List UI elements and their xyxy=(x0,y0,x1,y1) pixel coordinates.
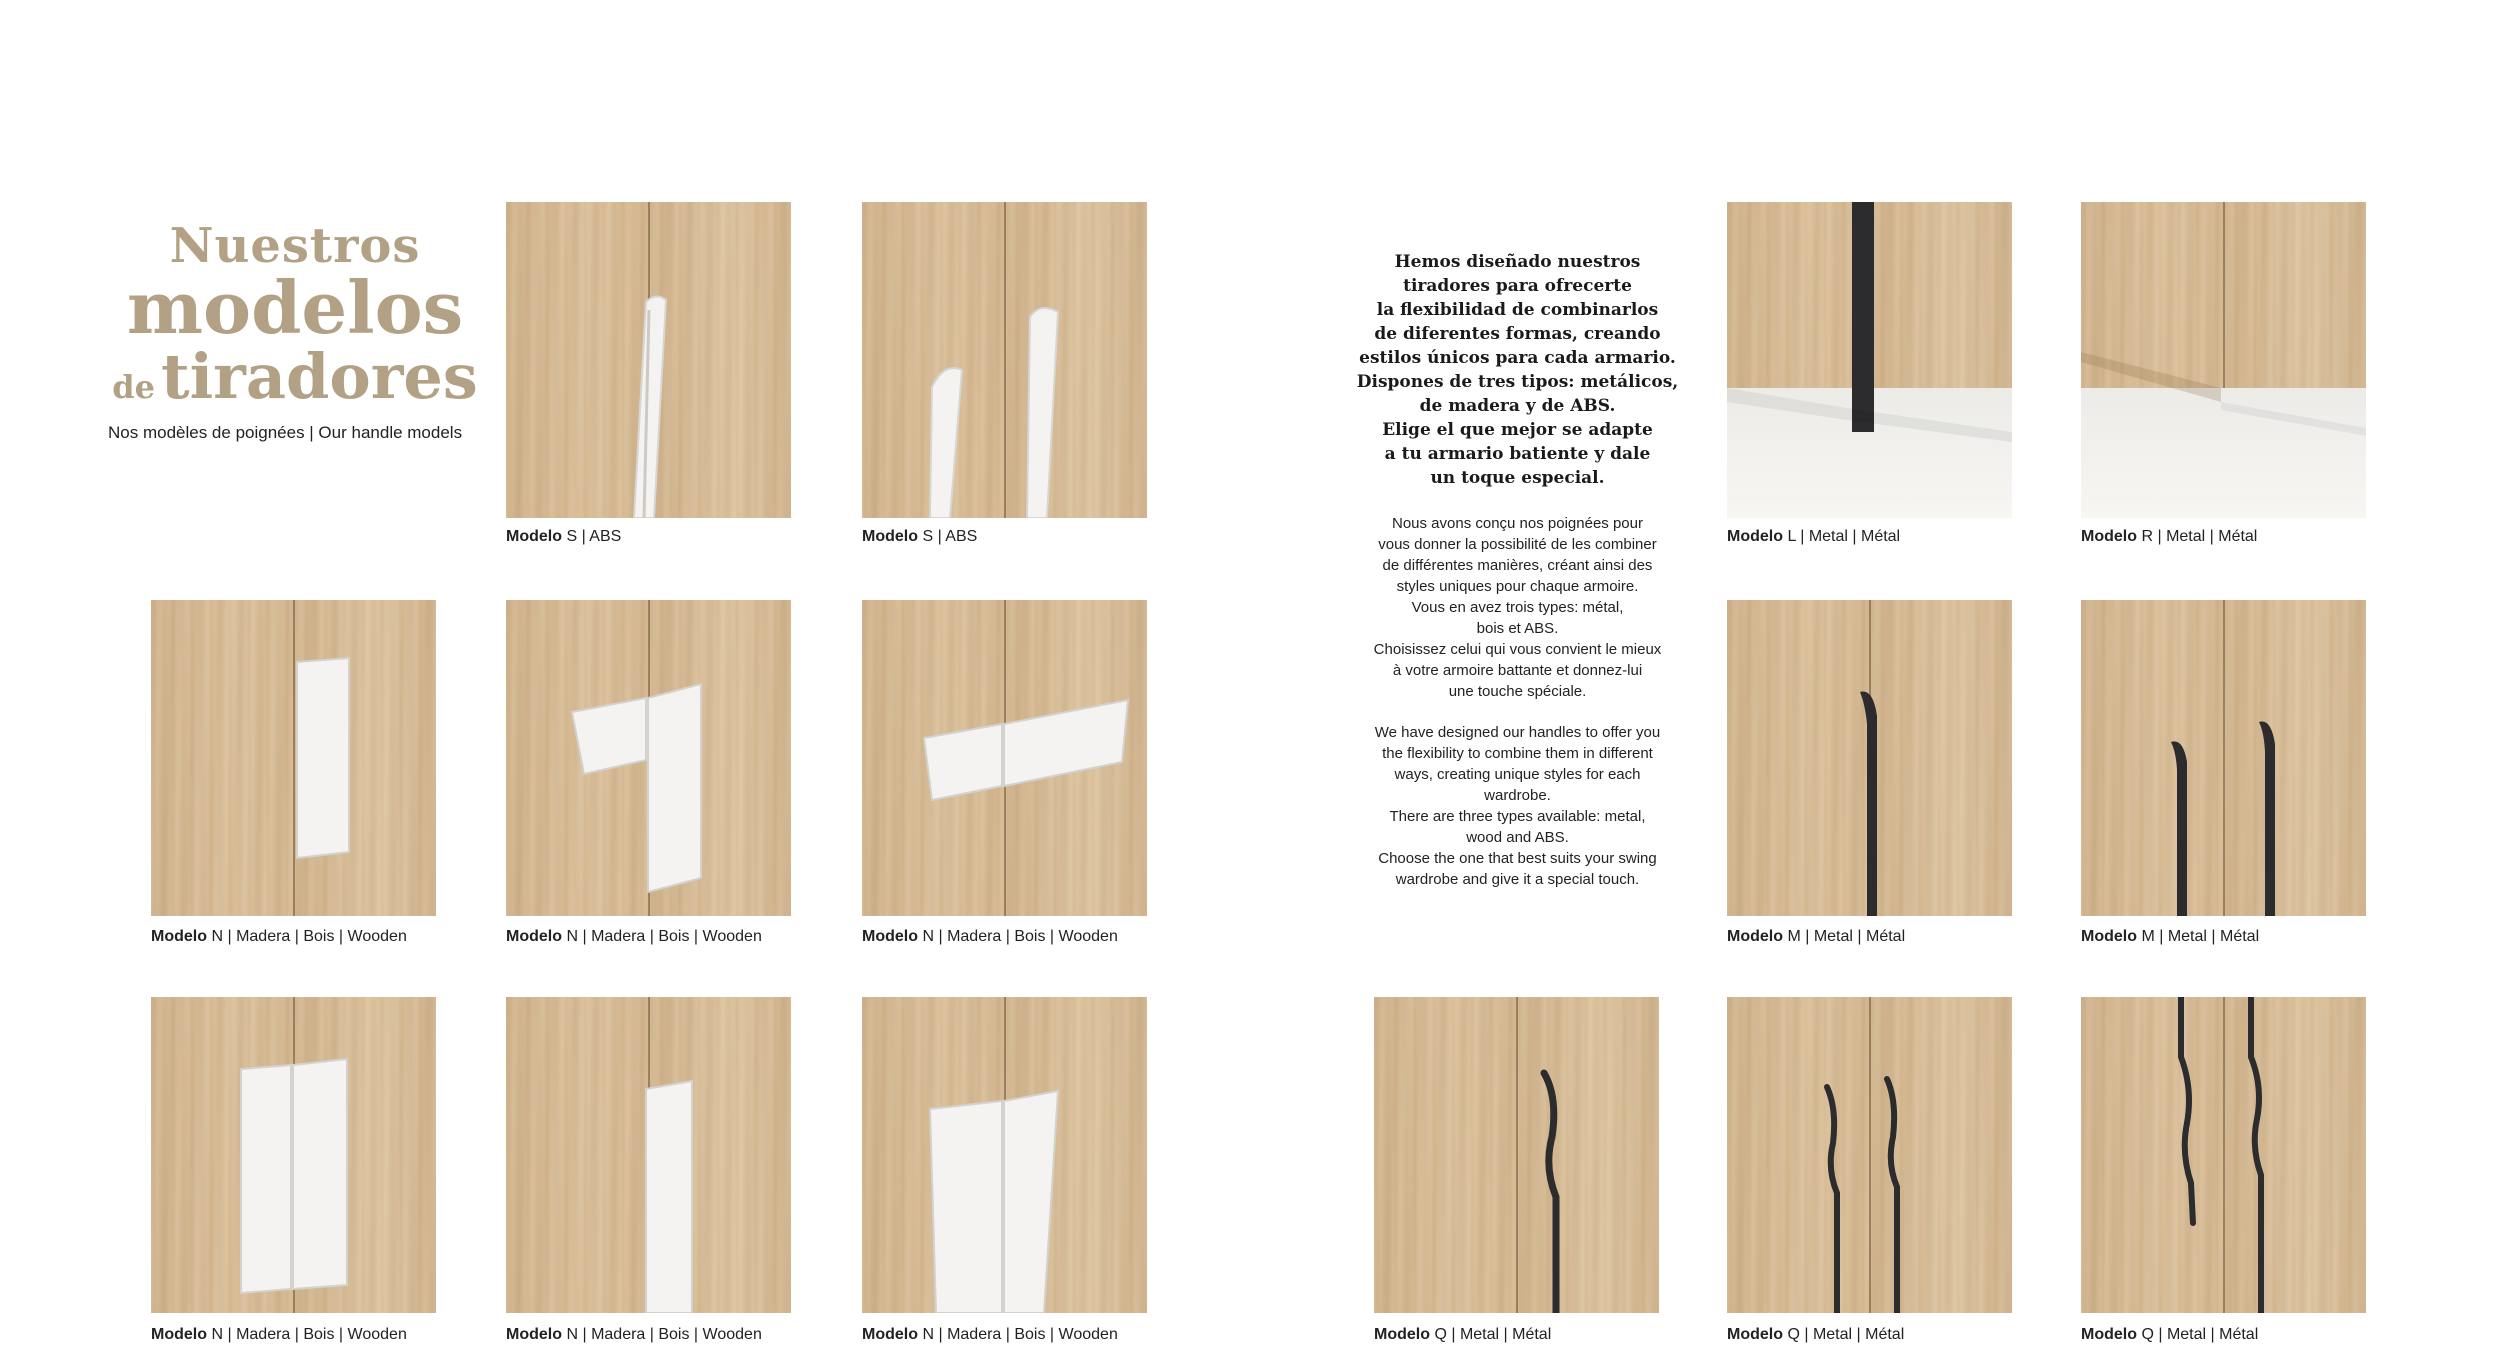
metal-hook-icon xyxy=(1727,600,2012,916)
intro-es-line: la flexibilidad de combinarlos xyxy=(1376,300,1659,320)
intro-en-line: wardrobe and give it a special touch. xyxy=(1395,871,1640,888)
page-title xyxy=(95,218,495,413)
recessed-edge-icon xyxy=(2081,202,2366,518)
intro-es-line: un toque especial. xyxy=(1430,468,1605,488)
subtitle: Nos modèles de poignées | Our handle models xyxy=(108,423,463,442)
intro-english xyxy=(1355,722,1680,890)
model-caption: Modelo M | Metal | Métal xyxy=(2081,928,2260,945)
model-n-l-image xyxy=(506,600,791,916)
model-m-pair-image xyxy=(2081,600,2366,916)
model-caption: Modelo Q | Metal | Métal xyxy=(1727,1326,1905,1343)
model-caption: Modelo M | Metal | Métal xyxy=(1727,928,1906,945)
wood-panel-horizontal-icon xyxy=(862,600,1147,916)
title-line-1: Nuestros xyxy=(169,218,421,274)
metal-wave-long-icon xyxy=(2081,997,2366,1313)
intro-spanish xyxy=(1355,250,1680,490)
intro-fr-line: Vous en avez trois types: métal, xyxy=(1411,599,1624,616)
model-caption: Modelo N | Madera | Bois | Wooden xyxy=(151,928,407,945)
model-caption: Modelo R | Metal | Métal xyxy=(2081,528,2258,545)
model-s-image xyxy=(506,202,791,518)
model-l-image xyxy=(1727,202,2012,518)
intro-french xyxy=(1355,513,1680,702)
intro-en-line: ways, creating unique styles for each xyxy=(1394,766,1641,783)
intro-fr-line: à votre armoire battante et donnez-lui xyxy=(1392,662,1643,679)
title-line-2: modelos xyxy=(126,265,464,350)
model-n-tall-image xyxy=(862,997,1147,1313)
model-n-wide-image xyxy=(151,997,436,1313)
intro-es-line: a tu armario batiente y dale xyxy=(1384,444,1651,464)
intro-en-line: Choose the one that best suits your swing xyxy=(1378,850,1657,867)
model-s-pair-image xyxy=(862,202,1147,518)
intro-fr-line: Choisissez celui qui vous convient le mieux xyxy=(1373,641,1662,658)
wood-panel-wide-icon xyxy=(151,997,436,1313)
model-r-image xyxy=(2081,202,2366,518)
model-caption: Modelo S | ABS xyxy=(506,528,622,545)
model-caption: Modelo N | Madera | Bois | Wooden xyxy=(151,1326,407,1343)
intro-fr-line: styles uniques pour chaque armoire. xyxy=(1396,578,1639,595)
model-caption: Modelo Q | Metal | Métal xyxy=(1374,1326,1552,1343)
model-caption: Modelo N | Madera | Bois | Wooden xyxy=(506,1326,762,1343)
wood-panel-tall-icon xyxy=(862,997,1147,1313)
model-q-long-image xyxy=(2081,997,2366,1313)
model-q-image xyxy=(1374,997,1659,1313)
wood-panel-icon xyxy=(151,600,436,916)
model-m-image xyxy=(1727,600,2012,916)
intro-es-line: tiradores para ofrecerte xyxy=(1403,276,1632,296)
intro-fr-line: Nous avons conçu nos poignées pour xyxy=(1391,515,1643,532)
intro-en-line: There are three types available: metal, xyxy=(1389,808,1646,825)
model-n-image xyxy=(151,600,436,916)
metal-hook-pair-icon xyxy=(2081,600,2366,916)
wood-panel-narrow-icon xyxy=(506,997,791,1313)
abs-handle-icon xyxy=(506,202,791,518)
intro-en-line: the flexibility to combine them in different xyxy=(1382,745,1653,762)
metal-wave-pair-icon xyxy=(1727,997,2012,1313)
intro-en-line: We have designed our handles to offer you xyxy=(1374,724,1661,741)
model-caption: Modelo N | Madera | Bois | Wooden xyxy=(506,928,762,945)
intro-fr-line: bois et ABS. xyxy=(1476,620,1559,637)
intro-es-line: Elige el que mejor se adapte xyxy=(1382,420,1653,440)
metal-edge-icon xyxy=(1727,202,2012,518)
intro-es-line: Hemos diseñado nuestros xyxy=(1394,252,1641,272)
intro-en-line: wood and ABS. xyxy=(1466,829,1569,846)
title-main-word: tiradores xyxy=(160,340,478,413)
model-caption: Modelo Q | Metal | Métal xyxy=(2081,1326,2259,1343)
wood-panel-l-icon xyxy=(506,600,791,916)
model-caption: Modelo N | Madera | Bois | Wooden xyxy=(862,928,1118,945)
intro-fr-line: une touche spéciale. xyxy=(1448,683,1587,700)
model-q-pair-image xyxy=(1727,997,2012,1313)
model-caption: Modelo L | Metal | Métal xyxy=(1727,528,1901,545)
title-line-3 xyxy=(95,340,495,413)
intro-es-line: de madera y de ABS. xyxy=(1419,396,1616,416)
model-caption: Modelo N | Madera | Bois | Wooden xyxy=(862,1326,1118,1343)
model-caption: Modelo S | ABS xyxy=(862,528,978,545)
intro-en-line: wardrobe. xyxy=(1484,787,1551,804)
metal-wave-icon xyxy=(1374,997,1659,1313)
intro-es-line: de diferentes formas, creando xyxy=(1374,324,1661,344)
model-n-narrow-image xyxy=(506,997,791,1313)
intro-es-line: estilos únicos para cada armario. xyxy=(1359,348,1676,368)
intro-fr-line: de différentes manières, créant ainsi des xyxy=(1382,557,1653,574)
title-prefix: de xyxy=(112,368,155,406)
model-n-horizontal-image xyxy=(862,600,1147,916)
intro-fr-line: vous donner la possibilité de les combiner xyxy=(1378,536,1657,553)
abs-handle-pair-icon xyxy=(862,202,1147,518)
intro-es-line: Dispones de tres tipos: metálicos, xyxy=(1356,372,1679,392)
